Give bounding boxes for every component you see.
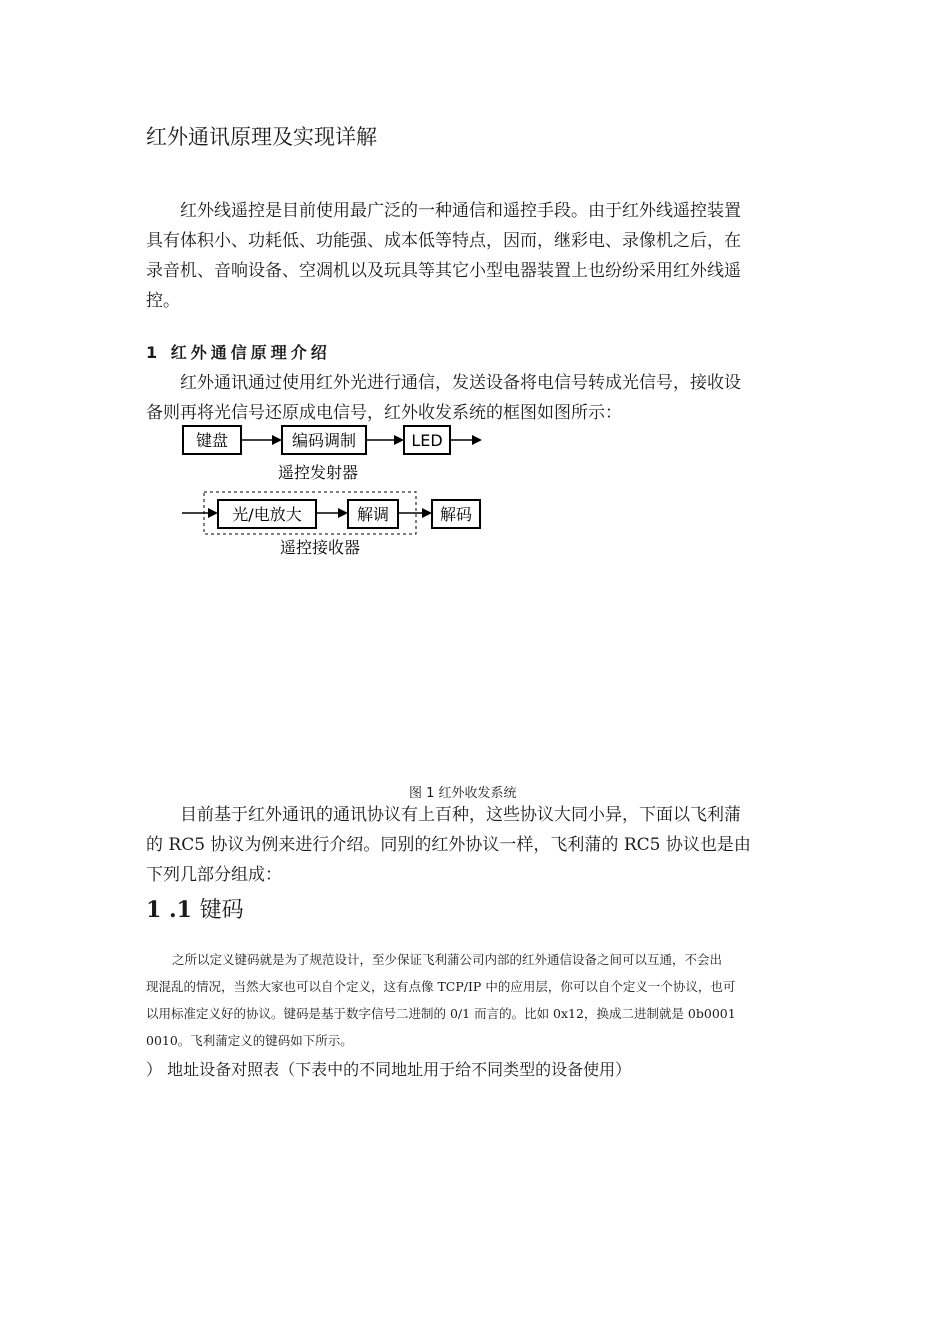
keycode-paragraph xyxy=(146,946,736,1054)
keycode-line: 0010。飞利蒲定义的键码如下所示。 xyxy=(146,1033,353,1048)
receiver-label: 遥控接收器 xyxy=(279,538,361,557)
decode-label: 解码 xyxy=(439,505,473,524)
rc5-line: 下列几部分组成： xyxy=(146,865,282,885)
keycode-line: 之所以定义键码就是为了规范设计，至少保证飞利蒲公司内部的红外通信设备之间可以互通，不会出 xyxy=(172,952,723,967)
keyboard-label: 键盘 xyxy=(195,431,229,450)
block-diagram xyxy=(176,420,496,569)
intro-line: 录音机、音响设备、空凋机以及玩具等其它小型电器装置上也纷纷采用红外线遥 xyxy=(146,261,741,281)
demod-label: 解调 xyxy=(356,505,390,524)
keycode-line: 以用标准定义好的协议。键码是基于数字信号二进制的 0/1 而言的。比如 0x12，换成二进制就是 0b0001 xyxy=(146,1006,736,1021)
led-label: LED xyxy=(411,431,443,450)
section-1-line: 红外通讯通过使用红外光进行通信，发送设备将电信号转成光信号，接收设 xyxy=(180,373,741,393)
intro-line: 红外线遥控是目前使用最广泛的一种通信和遥控手段。由于红外线遥控装置 xyxy=(180,201,741,221)
transmitter-label: 遥控发射器 xyxy=(277,463,359,482)
section-1-1-heading xyxy=(146,893,244,924)
amp-label: 光/电放大 xyxy=(232,505,302,524)
section-1-1-label: 键码 xyxy=(199,898,244,923)
intro-line: 具有体积小、功耗低、功能强、成本低等特点，因而，继彩电、录像机之后，在 xyxy=(146,231,741,251)
keycode-line: 现混乱的情况，当然大家也可以自个定义，这有点像 TCP/IP 中的应用层，你可以自个定义一个协议，也可 xyxy=(146,979,736,994)
intro-paragraph xyxy=(146,196,741,316)
section-1-heading: 1 红外通信原理介绍 xyxy=(146,343,331,362)
rc5-line: 的 RC5 协议为例来进行介绍。同别的红外协议一样，飞利蒲的 RC5 协议也是由 xyxy=(146,835,751,855)
intro-line: 控。 xyxy=(146,291,180,311)
rc5-paragraph xyxy=(146,800,751,890)
rc5-line: 目前基于红外通讯的通讯协议有上百种，这些协议大同小异，下面以飞利蒲 xyxy=(180,805,741,825)
address-table-title: ） 地址设备对照表（下表中的不同地址用于给不同类型的设备使用） xyxy=(146,1060,632,1079)
encoder-label: 编码调制 xyxy=(291,431,357,450)
section-1-1-number: 1 .1 xyxy=(146,897,192,923)
page-title: 红外通讯原理及实现详解 xyxy=(146,125,377,149)
section-1-paragraph xyxy=(146,368,741,428)
figure-caption: 图 1 红外收发系统 xyxy=(409,786,517,801)
section-1-line: 备则再将光信号还原成电信号，红外收发系统的框图如图所示： xyxy=(146,403,622,423)
